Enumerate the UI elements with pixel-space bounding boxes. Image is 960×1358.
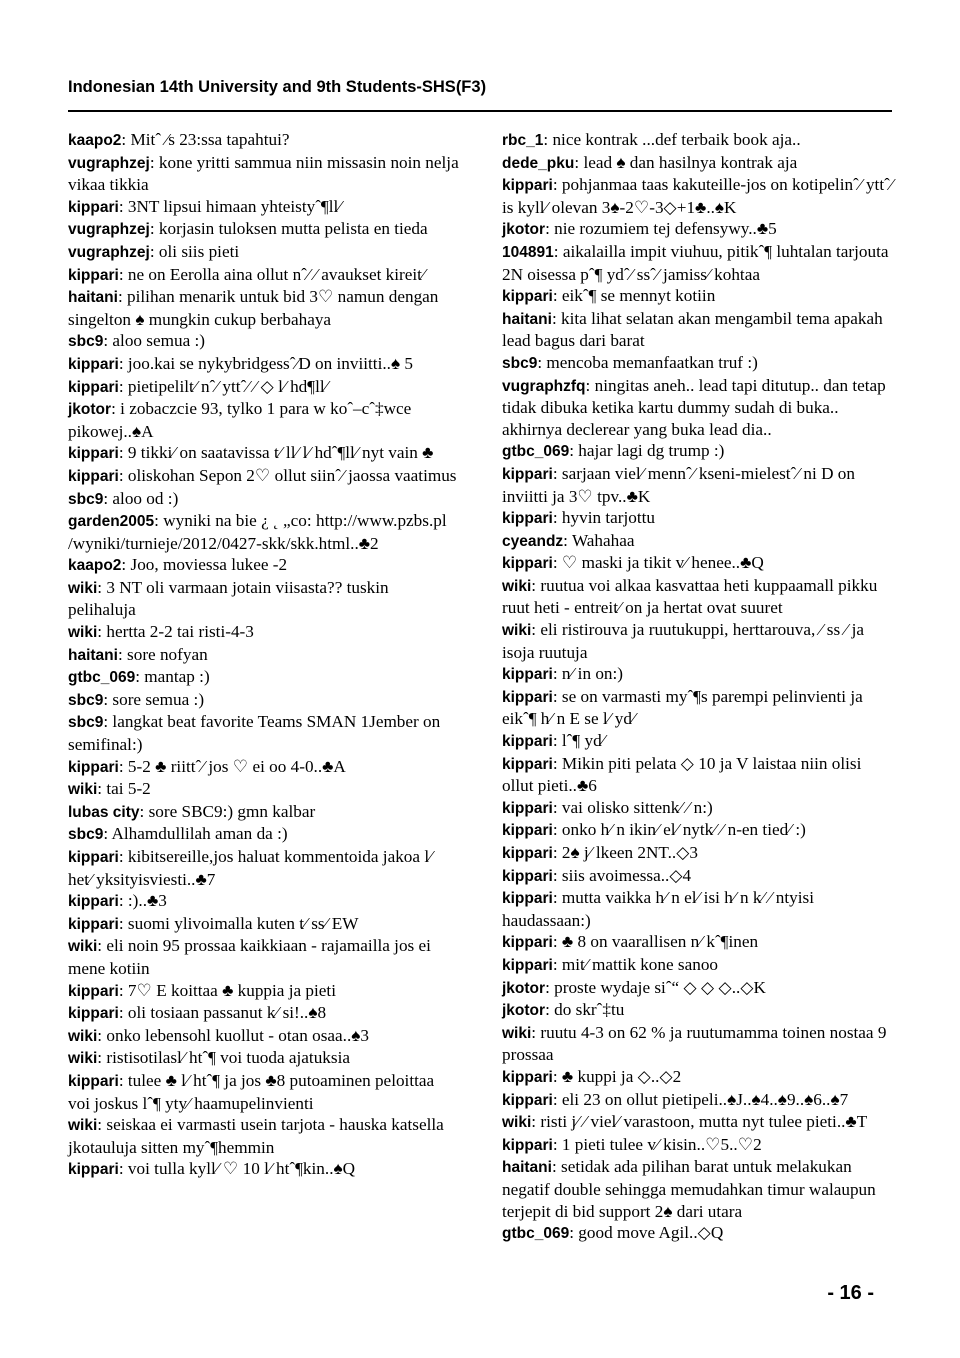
message-text: i zobaczcie 93, tylko 1 para w koˆ–cˆ‡wce pikowej..♠A xyxy=(68,399,412,441)
chat-entry xyxy=(68,846,460,890)
speaker-name: kippari : xyxy=(502,466,558,483)
chat-entry xyxy=(68,376,460,399)
speaker-name: kippari : xyxy=(502,868,558,885)
message-text: lead ♠ dan hasilnya kontrak aja xyxy=(579,152,798,172)
speaker-name: vugraphzej : xyxy=(68,155,155,172)
speaker-name: sbc9 : xyxy=(68,714,108,731)
speaker-name: sbc9 : xyxy=(502,355,542,372)
message-text: tulee ♣ l⁄ htˆ¶ ja jos ♣8 putoaminen peloittaa voi joskus lˆ¶ yty⁄ haamupelinvienti xyxy=(68,1070,435,1113)
message-text: eli 23 on ollut pietipeli..♠J..♠4..♠9..♠6..♠7 xyxy=(557,1089,849,1109)
message-text: 1 pieti tulee v⁄ kisin..♡5..♡2 xyxy=(557,1134,762,1154)
message-text: aloo od :) xyxy=(108,488,179,508)
speaker-name: kippari : xyxy=(68,893,124,910)
chat-entry xyxy=(68,488,460,511)
speaker-name: cyeandz : xyxy=(502,533,568,550)
message-text: se on varmasti myˆ¶s parempi pelinvienti ja eikˆ¶ h⁄ n E se l⁄ yd⁄ xyxy=(502,686,863,729)
chat-entry xyxy=(502,954,894,977)
speaker-name: wiki : xyxy=(502,578,536,595)
chat-entry xyxy=(68,152,460,196)
message-text: ♣ kuppi ja ◇..◇2 xyxy=(557,1066,682,1086)
chat-entry xyxy=(502,463,894,507)
speaker-name: lubas city : xyxy=(68,804,144,821)
message-text: mutta vaikka h⁄ n el⁄ isi h⁄ n k⁄ ⁄ ntyisi haudassaan:) xyxy=(502,888,814,930)
speaker-name: kippari : xyxy=(502,288,558,305)
speaker-name: kippari : xyxy=(502,1137,558,1154)
speaker-name: kippari : xyxy=(502,666,558,683)
message-text: seiskaa ei varmasti usein tarjota - hauska katsella jkotauluja sitten myˆ¶hemmin xyxy=(68,1115,444,1157)
message-text: eikˆ¶ se mennyt kotiin xyxy=(557,286,716,306)
chat-entry xyxy=(68,510,460,554)
message-text: korjasin tuloksen mutta pelista en tieda xyxy=(154,219,428,239)
speaker-name: garden2005 : xyxy=(68,513,159,530)
chat-entry xyxy=(68,644,460,667)
message-text: kibitsereille,jos haluat kommentoida jakoa l⁄ het⁄ yksityisviesti..♣7 xyxy=(68,847,432,889)
message-text: setidak ada pilihan barat untuk melakukan negatif double sehingga memudahkan timur walaupun terjepit di bid support 2♠ dari utara xyxy=(502,1157,876,1221)
speaker-name: jkotor : xyxy=(502,980,550,997)
speaker-name: kippari : xyxy=(502,756,558,773)
chat-entry xyxy=(502,797,894,820)
message-text: ristisotilasl⁄ htˆ¶ voi tuoda ajatuksia xyxy=(102,1048,350,1068)
chat-entry xyxy=(68,756,460,779)
message-text: sore SBC9:) gmn kalbar xyxy=(144,801,316,821)
chat-entry xyxy=(68,666,460,689)
chat-entry xyxy=(502,440,894,463)
chat-entry xyxy=(502,507,894,530)
speaker-name: haitani : xyxy=(68,647,123,664)
speaker-name: kippari : xyxy=(502,177,558,194)
speaker-name: kippari : xyxy=(502,733,558,750)
chat-entry xyxy=(502,552,894,575)
speaker-name: kippari : xyxy=(68,1005,124,1022)
chat-entry xyxy=(68,465,460,488)
message-text: onko h⁄ n ikin⁄ el⁄ nytk⁄ ⁄ n-en tied⁄ :) xyxy=(557,820,806,840)
chat-entry xyxy=(68,577,460,621)
chat-entry xyxy=(68,890,460,913)
chat-entry xyxy=(68,1070,460,1114)
speaker-name: wiki : xyxy=(502,1025,536,1042)
chat-entry xyxy=(502,730,894,753)
chat-entry xyxy=(502,753,894,797)
message-text: sore nofyan xyxy=(122,644,208,664)
chat-entry xyxy=(502,819,894,842)
chat-entry xyxy=(502,977,894,1000)
message-text: Mikin piti pelata ◇ 10 ja V laistaa niin olisi ollut pieti..♣6 xyxy=(502,753,862,796)
chat-entry xyxy=(68,778,460,801)
speaker-name: gtbc_069 : xyxy=(502,1225,574,1242)
speaker-name: sbc9 : xyxy=(68,826,108,843)
message-text: suomi ylivoimalla kuten t⁄ ss⁄ EW xyxy=(123,913,359,933)
chat-entry xyxy=(502,1156,894,1222)
speaker-name: wiki : xyxy=(68,1028,102,1045)
message-text: ne on Eerolla aina ollut nˆ⁄ ⁄ avaukset kireit⁄ xyxy=(123,264,425,284)
chat-entry xyxy=(68,286,460,330)
message-text: mantap :) xyxy=(139,667,210,687)
message-text: aikalailla impit viuhuu, pitikˆ¶ luhtalan tarjouta 2N oisessa pˆ¶ ydˆ⁄ ssˆ⁄ jamiss⁄ kohtaa xyxy=(502,241,889,284)
message-text: 7♡ E koittaa ♣ kuppia ja pieti xyxy=(123,980,336,1000)
chat-entry xyxy=(68,711,460,755)
speaker-name: kippari : xyxy=(502,890,558,907)
chat-entry xyxy=(68,554,460,577)
chat-entry xyxy=(68,823,460,846)
chat-entry xyxy=(502,619,894,663)
message-text: pietipelilt⁄ nˆ⁄ yttˆ⁄ ⁄ ◇ l⁄ hd¶ll⁄ xyxy=(123,376,328,396)
message-text: risti j⁄ ⁄ viel⁄ varastoon, mutta nyt tulee pieti..♣T xyxy=(536,1112,868,1132)
page-header: Indonesian 14th University and 9th Students-SHS(F3) xyxy=(68,78,487,96)
message-text: :)..♣3 xyxy=(123,891,167,911)
speaker-name: kippari : xyxy=(68,1073,124,1090)
chat-entry xyxy=(68,353,460,376)
chat-entry xyxy=(68,330,460,353)
chat-entry xyxy=(68,935,460,979)
message-text: good move Agil..◇Q xyxy=(573,1223,724,1243)
speaker-name: kippari : xyxy=(68,379,124,396)
message-text: voi tulla kyll⁄ ♡ 10 l⁄ htˆ¶kin..♠Q xyxy=(123,1159,356,1179)
speaker-name: vugraphzej : xyxy=(68,221,155,238)
speaker-name: kippari : xyxy=(68,199,124,216)
message-text: Wahahaa xyxy=(567,530,635,550)
message-text: ♣ 8 on vaarallisen n⁄ kˆ¶inen xyxy=(557,932,759,952)
message-text: pohjanmaa taas kakuteille-jos on kotipelinˆ⁄ yttˆ⁄ is kyll⁄ olevan 3♠-2♡-3◇+1♣..♠K xyxy=(502,175,893,217)
message-text: ningitas aneh.. lead tapi ditutup.. dan tetap tidak dibuka ketika kartu dummy sudah di buka.. akhirnya declerear yang buka lead dia.. xyxy=(502,375,886,439)
speaker-name: kaapo2 : xyxy=(68,557,126,574)
speaker-name: wiki : xyxy=(68,781,102,798)
chat-entry xyxy=(68,913,460,936)
left-column xyxy=(68,129,460,1181)
chat-entry xyxy=(68,980,460,1003)
header-rule xyxy=(68,110,892,112)
chat-entry xyxy=(68,218,460,241)
chat-entry xyxy=(502,241,894,285)
message-text: onko lebensohl kuollut - otan osaa..♠3 xyxy=(102,1025,369,1045)
message-text: oliskohan Sepon 2♡ ollut siinˆ⁄ jaossa vaatimus xyxy=(123,465,457,485)
chat-entry xyxy=(502,686,894,730)
speaker-name: jkotor : xyxy=(502,1002,550,1019)
speaker-name: kippari : xyxy=(502,689,558,706)
speaker-name: rbc_1 : xyxy=(502,132,548,149)
speaker-name: kippari : xyxy=(68,916,124,933)
page-number: - 16 - xyxy=(827,1282,874,1304)
chat-entry xyxy=(502,152,894,175)
speaker-name: jkotor : xyxy=(502,221,550,238)
chat-entry xyxy=(502,1066,894,1089)
right-column xyxy=(502,129,894,1245)
chat-entry xyxy=(68,621,460,644)
chat-entry xyxy=(68,1002,460,1025)
speaker-name: kaapo2 : xyxy=(68,132,126,149)
chat-entry xyxy=(502,530,894,553)
chat-entry xyxy=(68,264,460,287)
speaker-name: haitani : xyxy=(502,311,557,328)
chat-entry xyxy=(502,865,894,888)
speaker-name: wiki : xyxy=(68,580,102,597)
speaker-name: vugraphzej : xyxy=(68,244,155,261)
chat-entry xyxy=(502,285,894,308)
chat-entry xyxy=(502,1111,894,1134)
speaker-name: dede_pku : xyxy=(502,155,579,172)
chat-entry xyxy=(68,689,460,712)
chat-entry xyxy=(68,129,460,152)
speaker-name: kippari : xyxy=(502,957,558,974)
speaker-name: 104891 : xyxy=(502,244,559,261)
message-text: langkat beat favorite Teams SMAN 1Jember on semifinal:) xyxy=(68,712,441,755)
message-text: Alhamdullilah aman da :) xyxy=(108,824,288,844)
message-text: sarjaan viel⁄ mennˆ⁄ kseni-mielestˆ⁄ ni D on inviitti ja 3♡ tpv..♣K xyxy=(502,463,855,506)
chat-entry xyxy=(502,575,894,619)
speaker-name: kippari : xyxy=(68,983,124,1000)
chat-entry xyxy=(68,1025,460,1048)
message-text: ruutua voi alkaa kasvattaa heti kuppaamall pikku ruut heti - entreit⁄ on ja hertat ovat suuret xyxy=(502,575,878,618)
speaker-name: kippari : xyxy=(502,510,558,527)
speaker-name: kippari : xyxy=(68,356,124,373)
speaker-name: kippari : xyxy=(502,800,558,817)
message-text: mencoba memanfaatkan truf :) xyxy=(542,352,758,372)
speaker-name: kippari : xyxy=(68,445,124,462)
speaker-name: kippari : xyxy=(502,555,558,572)
message-text: oli tosiaan passanut k⁄ si!..♠8 xyxy=(123,1003,327,1023)
chat-entry xyxy=(502,1222,894,1245)
speaker-name: kippari : xyxy=(68,849,124,866)
message-text: eli ristirouva ja ruutukuppi, herttarouva, ⁄ ss ⁄ ja isoja ruutuja xyxy=(502,620,865,662)
chat-entry xyxy=(68,398,460,442)
chat-entry xyxy=(68,1158,460,1181)
message-text: sore semua :) xyxy=(108,689,205,709)
speaker-name: sbc9 : xyxy=(68,491,108,508)
speaker-name: kippari : xyxy=(68,468,124,485)
chat-entry xyxy=(502,842,894,865)
speaker-name: kippari : xyxy=(502,1069,558,1086)
speaker-name: wiki : xyxy=(68,624,102,641)
speaker-name: kippari : xyxy=(502,934,558,951)
chat-entry xyxy=(68,801,460,824)
chat-entry xyxy=(502,218,894,241)
message-text: 3 NT oli varmaan jotain viisasta?? tuskin pelihaluja xyxy=(68,577,389,620)
message-text: proste wydaje siˆ“ ◇ ◇ ◇..◇K xyxy=(549,977,766,997)
message-text: kone yritti sammua niin missasin noin nelja vikaa tikkia xyxy=(68,152,459,195)
chat-entry xyxy=(68,1114,460,1158)
message-text: Joo, moviessa lukee -2 xyxy=(126,555,288,575)
message-text: Mitˆ ⁄s 23:ssa tapahtui? xyxy=(126,130,290,149)
speaker-name: haitani : xyxy=(68,289,123,306)
message-text: lˆ¶ yd⁄ xyxy=(557,731,605,751)
message-text: ♡ maski ja tikit v⁄ henee..♣Q xyxy=(557,553,764,573)
chat-entry xyxy=(502,352,894,375)
chat-entry xyxy=(68,241,460,264)
message-text: 9 tikki⁄ on saatavissa t⁄ ll⁄ l⁄ hdˆ¶ll⁄ nyt vain ♣ xyxy=(123,443,434,463)
message-text: 3NT lipsui himaan yhteistyˆ¶ll⁄ xyxy=(123,196,342,216)
speaker-name: haitani : xyxy=(502,1159,557,1176)
chat-entry xyxy=(502,663,894,686)
speaker-name: wiki : xyxy=(68,938,102,955)
message-text: do skrˆ‡tu xyxy=(549,1000,625,1020)
speaker-name: gtbc_069 : xyxy=(68,669,140,686)
message-text: 2♠ j⁄ lkeen 2NT..◇3 xyxy=(557,843,699,862)
message-text: oli siis pieti xyxy=(154,241,240,261)
speaker-name: kippari : xyxy=(502,845,558,862)
speaker-name: vugraphzfq : xyxy=(502,378,590,395)
message-text: nice kontrak ...def terbaik book aja.. xyxy=(548,130,801,149)
chat-entry xyxy=(502,999,894,1022)
chat-entry xyxy=(502,1089,894,1112)
speaker-name: kippari : xyxy=(68,1161,124,1178)
speaker-name: jkotor : xyxy=(68,401,116,418)
message-text: aloo semua :) xyxy=(108,331,206,351)
chat-entry xyxy=(68,196,460,219)
chat-entry xyxy=(502,1134,894,1157)
message-text: pilihan menarik untuk bid 3♡ namun dengan singelton ♠ mungkin cukup berbahaya xyxy=(68,287,439,329)
message-text: hyvin tarjottu xyxy=(557,508,655,528)
speaker-name: kippari : xyxy=(502,822,558,839)
speaker-name: sbc9 : xyxy=(68,333,108,350)
chat-entry xyxy=(502,1022,894,1066)
message-text: hajar lagi dg trump :) xyxy=(573,441,725,461)
chat-entry xyxy=(502,129,894,152)
speaker-name: wiki : xyxy=(68,1050,102,1067)
message-text: vai olisko sittenk⁄ ⁄ n:) xyxy=(557,797,713,817)
message-text: mit⁄ mattik kone sanoo xyxy=(557,954,719,974)
message-text: tai 5-2 xyxy=(102,779,151,799)
message-text: siis avoimessa..◇4 xyxy=(557,865,692,885)
speaker-name: wiki : xyxy=(68,1117,102,1134)
message-text: nie rozumiem tej defensywy..♣5 xyxy=(549,219,777,239)
chat-entry xyxy=(68,1047,460,1070)
message-text: wyniki na bie ¿ ˛ „co: http://www.pzbs.pl /wyniki/turnieje/2012/0427-skk/skk.html..♣2 xyxy=(68,511,447,553)
message-text: joo.kai se nykybridgessˆ⁄D on inviitti..♠ 5 xyxy=(123,353,413,373)
chat-entry xyxy=(502,375,894,441)
message-text: ruutu 4-3 on 62 % ja ruutumamma toinen nostaa 9 prossaa xyxy=(502,1022,887,1065)
chat-entry xyxy=(502,308,894,352)
speaker-name: gtbc_069 : xyxy=(502,443,574,460)
message-text: 5-2 ♣ riittˆ⁄ jos ♡ ei oo 4-0..♣A xyxy=(123,756,346,776)
message-text: hertta 2-2 tai risti-4-3 xyxy=(102,622,254,642)
speaker-name: kippari : xyxy=(502,1092,558,1109)
speaker-name: kippari : xyxy=(68,267,124,284)
message-text: eli noin 95 prossaa kaikkiaan - rajamailla jos ei mene kotiin xyxy=(68,936,431,978)
message-text: n⁄ in on:) xyxy=(557,664,624,684)
chat-entry xyxy=(502,931,894,954)
speaker-name: wiki : xyxy=(502,622,536,639)
chat-entry xyxy=(68,442,460,465)
chat-entry xyxy=(502,887,894,931)
chat-entry xyxy=(502,174,894,218)
speaker-name: kippari : xyxy=(68,759,124,776)
message-text: kita lihat selatan akan mengambil tema apakah lead bagus dari barat xyxy=(502,308,883,351)
speaker-name: sbc9 : xyxy=(68,692,108,709)
speaker-name: wiki : xyxy=(502,1114,536,1131)
